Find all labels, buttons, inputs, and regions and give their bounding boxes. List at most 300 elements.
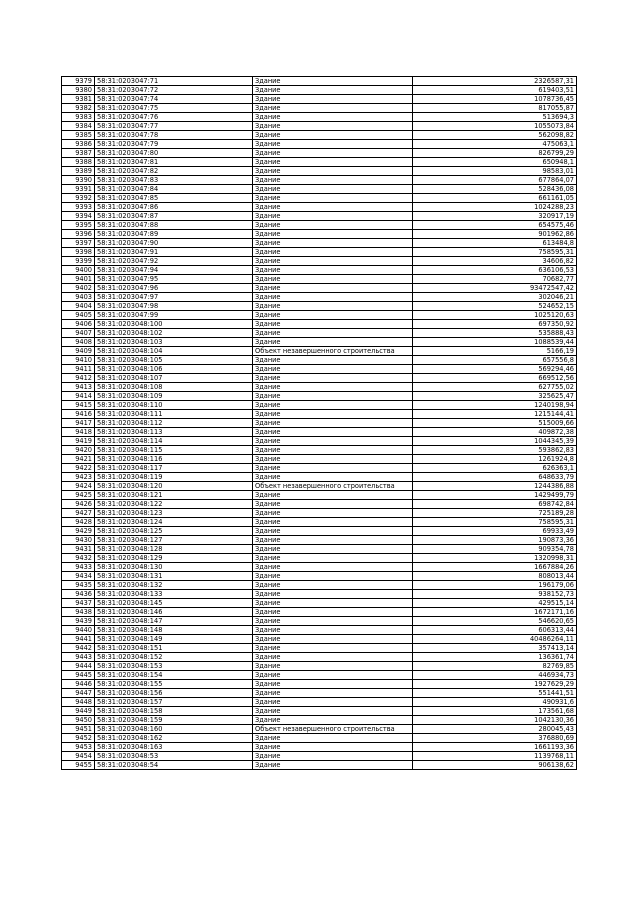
object-type-cell: Здание bbox=[253, 293, 413, 302]
cadastral-number-cell: 58:31:0203047:87 bbox=[95, 212, 253, 221]
cadastral-value-cell: 758595,31 bbox=[413, 518, 577, 527]
table-row bbox=[62, 284, 577, 293]
table-row bbox=[62, 122, 577, 131]
table-row bbox=[62, 716, 577, 725]
table-row bbox=[62, 392, 577, 401]
table-row bbox=[62, 509, 577, 518]
cadastral-number-cell: 58:31:0203047:80 bbox=[95, 149, 253, 158]
row-number-cell: 9419 bbox=[62, 437, 95, 446]
row-number-cell: 9386 bbox=[62, 140, 95, 149]
table-row bbox=[62, 689, 577, 698]
cadastral-value-cell: 5166,19 bbox=[413, 347, 577, 356]
cadastral-number-cell: 58:31:0203047:78 bbox=[95, 131, 253, 140]
object-type-cell: Здание bbox=[253, 131, 413, 140]
cadastral-value-cell: 82769,85 bbox=[413, 662, 577, 671]
table-row bbox=[62, 419, 577, 428]
cadastral-value-cell: 190873,36 bbox=[413, 536, 577, 545]
cadastral-value-cell: 69933,49 bbox=[413, 527, 577, 536]
table-row bbox=[62, 221, 577, 230]
object-type-cell: Здание bbox=[253, 716, 413, 725]
cadastral-value-cell: 93472547,42 bbox=[413, 284, 577, 293]
table-row bbox=[62, 599, 577, 608]
object-type-cell: Здание bbox=[253, 401, 413, 410]
row-number-cell: 9387 bbox=[62, 149, 95, 158]
row-number-cell: 9410 bbox=[62, 356, 95, 365]
cadastral-number-cell: 58:31:0203047:74 bbox=[95, 95, 253, 104]
cadastral-value-cell: 70682,77 bbox=[413, 275, 577, 284]
table-row bbox=[62, 176, 577, 185]
cadastral-value-cell: 357413,14 bbox=[413, 644, 577, 653]
cadastral-value-cell: 1042130,36 bbox=[413, 716, 577, 725]
cadastral-number-cell: 58:31:0203048:148 bbox=[95, 626, 253, 635]
object-type-cell: Здание bbox=[253, 446, 413, 455]
cadastral-value-cell: 650948,1 bbox=[413, 158, 577, 167]
row-number-cell: 9392 bbox=[62, 194, 95, 203]
cadastral-value-cell: 606313,44 bbox=[413, 626, 577, 635]
table-row bbox=[62, 167, 577, 176]
table-row bbox=[62, 77, 577, 86]
row-number-cell: 9439 bbox=[62, 617, 95, 626]
cadastral-number-cell: 58:31:0203048:130 bbox=[95, 563, 253, 572]
cadastral-number-cell: 58:31:0203048:53 bbox=[95, 752, 253, 761]
table-row bbox=[62, 428, 577, 437]
row-number-cell: 9446 bbox=[62, 680, 95, 689]
row-number-cell: 9444 bbox=[62, 662, 95, 671]
cadastral-value-cell: 817055,87 bbox=[413, 104, 577, 113]
row-number-cell: 9450 bbox=[62, 716, 95, 725]
object-type-cell: Здание bbox=[253, 158, 413, 167]
object-type-cell: Здание bbox=[253, 374, 413, 383]
cadastral-value-cell: 524652,15 bbox=[413, 302, 577, 311]
cadastral-value-cell: 1139768,11 bbox=[413, 752, 577, 761]
object-type-cell: Здание bbox=[253, 662, 413, 671]
row-number-cell: 9430 bbox=[62, 536, 95, 545]
row-number-cell: 9451 bbox=[62, 725, 95, 734]
cadastral-value-cell: 725189,28 bbox=[413, 509, 577, 518]
table-row bbox=[62, 653, 577, 662]
cadastral-value-cell: 446934,73 bbox=[413, 671, 577, 680]
table-row bbox=[62, 302, 577, 311]
cadastral-value-cell: 593862,83 bbox=[413, 446, 577, 455]
row-number-cell: 9424 bbox=[62, 482, 95, 491]
table-row bbox=[62, 725, 577, 734]
object-type-cell: Объект незавершенного строительства bbox=[253, 347, 413, 356]
cadastral-number-cell: 58:31:0203047:82 bbox=[95, 167, 253, 176]
cadastral-value-cell: 636106,53 bbox=[413, 266, 577, 275]
object-type-cell: Здание bbox=[253, 185, 413, 194]
object-type-cell: Здание bbox=[253, 338, 413, 347]
object-type-cell: Здание bbox=[253, 608, 413, 617]
row-number-cell: 9432 bbox=[62, 554, 95, 563]
cadastral-number-cell: 58:31:0203047:88 bbox=[95, 221, 253, 230]
cadastral-value-cell: 657556,8 bbox=[413, 356, 577, 365]
cadastral-number-cell: 58:31:0203047:97 bbox=[95, 293, 253, 302]
row-number-cell: 9395 bbox=[62, 221, 95, 230]
cadastral-number-cell: 58:31:0203048:154 bbox=[95, 671, 253, 680]
cadastral-value-cell: 938152,73 bbox=[413, 590, 577, 599]
table-row bbox=[62, 545, 577, 554]
object-type-cell: Здание bbox=[253, 284, 413, 293]
object-type-cell: Здание bbox=[253, 536, 413, 545]
cadastral-value-cell: 1088539,44 bbox=[413, 338, 577, 347]
object-type-cell: Здание bbox=[253, 554, 413, 563]
table-row bbox=[62, 212, 577, 221]
row-number-cell: 9454 bbox=[62, 752, 95, 761]
table-row bbox=[62, 275, 577, 284]
cadastral-value-cell: 1215144,41 bbox=[413, 410, 577, 419]
table-row bbox=[62, 761, 577, 770]
cadastral-value-cell: 626363,1 bbox=[413, 464, 577, 473]
row-number-cell: 9384 bbox=[62, 122, 95, 131]
cadastral-number-cell: 58:31:0203047:96 bbox=[95, 284, 253, 293]
object-type-cell: Здание bbox=[253, 104, 413, 113]
row-number-cell: 9400 bbox=[62, 266, 95, 275]
cadastral-number-cell: 58:31:0203048:156 bbox=[95, 689, 253, 698]
object-type-cell: Здание bbox=[253, 527, 413, 536]
object-type-cell: Здание bbox=[253, 464, 413, 473]
row-number-cell: 9440 bbox=[62, 626, 95, 635]
row-number-cell: 9416 bbox=[62, 410, 95, 419]
cadastral-number-cell: 58:31:0203047:84 bbox=[95, 185, 253, 194]
cadastral-value-cell: 1244386,88 bbox=[413, 482, 577, 491]
cadastral-number-cell: 58:31:0203048:115 bbox=[95, 446, 253, 455]
row-number-cell: 9396 bbox=[62, 230, 95, 239]
row-number-cell: 9391 bbox=[62, 185, 95, 194]
cadastral-value-cell: 1927629,29 bbox=[413, 680, 577, 689]
table-row bbox=[62, 590, 577, 599]
table-row bbox=[62, 680, 577, 689]
row-number-cell: 9428 bbox=[62, 518, 95, 527]
row-number-cell: 9401 bbox=[62, 275, 95, 284]
cadastral-value-cell: 627755,02 bbox=[413, 383, 577, 392]
object-type-cell: Здание bbox=[253, 167, 413, 176]
cadastral-value-cell: 1044345,39 bbox=[413, 437, 577, 446]
cadastral-number-cell: 58:31:0203048:147 bbox=[95, 617, 253, 626]
row-number-cell: 9441 bbox=[62, 635, 95, 644]
cadastral-value-cell: 490931,6 bbox=[413, 698, 577, 707]
cadastral-value-cell: 535888,43 bbox=[413, 329, 577, 338]
table-row bbox=[62, 617, 577, 626]
table-row bbox=[62, 257, 577, 266]
cadastral-value-cell: 909354,78 bbox=[413, 545, 577, 554]
cadastral-number-cell: 58:31:0203047:99 bbox=[95, 311, 253, 320]
row-number-cell: 9420 bbox=[62, 446, 95, 455]
cadastral-value-cell: 551441,51 bbox=[413, 689, 577, 698]
table-row bbox=[62, 752, 577, 761]
cadastral-value-cell: 513694,3 bbox=[413, 113, 577, 122]
cadastral-value-cell: 1320998,31 bbox=[413, 554, 577, 563]
cadastral-number-cell: 58:31:0203048:158 bbox=[95, 707, 253, 716]
cadastral-value-cell: 1661193,36 bbox=[413, 743, 577, 752]
row-number-cell: 9431 bbox=[62, 545, 95, 554]
cadastral-number-cell: 58:31:0203047:90 bbox=[95, 239, 253, 248]
row-number-cell: 9413 bbox=[62, 383, 95, 392]
table-row bbox=[62, 608, 577, 617]
row-number-cell: 9397 bbox=[62, 239, 95, 248]
object-type-cell: Здание bbox=[253, 698, 413, 707]
object-type-cell: Здание bbox=[253, 320, 413, 329]
cadastral-value-cell: 34606,82 bbox=[413, 257, 577, 266]
row-number-cell: 9433 bbox=[62, 563, 95, 572]
cadastral-number-cell: 58:31:0203048:155 bbox=[95, 680, 253, 689]
table-row bbox=[62, 356, 577, 365]
cadastral-value-cell: 1429499,79 bbox=[413, 491, 577, 500]
table-row bbox=[62, 401, 577, 410]
row-number-cell: 9404 bbox=[62, 302, 95, 311]
cadastral-number-cell: 58:31:0203048:119 bbox=[95, 473, 253, 482]
object-type-cell: Здание bbox=[253, 518, 413, 527]
object-type-cell: Здание bbox=[253, 302, 413, 311]
cadastral-number-cell: 58:31:0203047:98 bbox=[95, 302, 253, 311]
cadastral-value-cell: 325625,47 bbox=[413, 392, 577, 401]
table-row bbox=[62, 347, 577, 356]
cadastral-value-cell: 409872,38 bbox=[413, 428, 577, 437]
cadastral-number-cell: 58:31:0203047:92 bbox=[95, 257, 253, 266]
table-row bbox=[62, 149, 577, 158]
table-row bbox=[62, 734, 577, 743]
row-number-cell: 9448 bbox=[62, 698, 95, 707]
object-type-cell: Здание bbox=[253, 455, 413, 464]
cadastral-value-cell: 758595,31 bbox=[413, 248, 577, 257]
table-row bbox=[62, 329, 577, 338]
table-row bbox=[62, 266, 577, 275]
row-number-cell: 9453 bbox=[62, 743, 95, 752]
object-type-cell: Здание bbox=[253, 239, 413, 248]
cadastral-number-cell: 58:31:0203048:146 bbox=[95, 608, 253, 617]
table-row bbox=[62, 581, 577, 590]
row-number-cell: 9388 bbox=[62, 158, 95, 167]
object-type-cell: Здание bbox=[253, 635, 413, 644]
row-number-cell: 9385 bbox=[62, 131, 95, 140]
object-type-cell: Здание bbox=[253, 734, 413, 743]
cadastral-number-cell: 58:31:0203048:128 bbox=[95, 545, 253, 554]
table-row bbox=[62, 455, 577, 464]
table-row bbox=[62, 95, 577, 104]
object-type-cell: Здание bbox=[253, 257, 413, 266]
table-row bbox=[62, 374, 577, 383]
cadastral-value-cell: 173561,68 bbox=[413, 707, 577, 716]
table-row bbox=[62, 113, 577, 122]
row-number-cell: 9407 bbox=[62, 329, 95, 338]
row-number-cell: 9437 bbox=[62, 599, 95, 608]
table-row bbox=[62, 446, 577, 455]
cadastral-number-cell: 58:31:0203048:100 bbox=[95, 320, 253, 329]
cadastral-value-cell: 546620,65 bbox=[413, 617, 577, 626]
object-type-cell: Здание bbox=[253, 77, 413, 86]
cadastral-number-cell: 58:31:0203047:86 bbox=[95, 203, 253, 212]
cadastral-number-cell: 58:31:0203047:89 bbox=[95, 230, 253, 239]
row-number-cell: 9452 bbox=[62, 734, 95, 743]
object-type-cell: Здание bbox=[253, 626, 413, 635]
cadastral-number-cell: 58:31:0203048:157 bbox=[95, 698, 253, 707]
table-row bbox=[62, 743, 577, 752]
table-row bbox=[62, 464, 577, 473]
row-number-cell: 9445 bbox=[62, 671, 95, 680]
object-type-cell: Здание bbox=[253, 392, 413, 401]
table-row bbox=[62, 383, 577, 392]
cadastral-number-cell: 58:31:0203048:123 bbox=[95, 509, 253, 518]
row-number-cell: 9399 bbox=[62, 257, 95, 266]
cadastral-value-cell: 2326587,31 bbox=[413, 77, 577, 86]
row-number-cell: 9394 bbox=[62, 212, 95, 221]
cadastral-value-cell: 320917,19 bbox=[413, 212, 577, 221]
table-row bbox=[62, 194, 577, 203]
object-type-cell: Здание bbox=[253, 428, 413, 437]
object-type-cell: Здание bbox=[253, 644, 413, 653]
cadastral-value-cell: 1667884,26 bbox=[413, 563, 577, 572]
row-number-cell: 9415 bbox=[62, 401, 95, 410]
row-number-cell: 9449 bbox=[62, 707, 95, 716]
table-row bbox=[62, 644, 577, 653]
cadastral-number-cell: 58:31:0203048:162 bbox=[95, 734, 253, 743]
cadastral-value-cell: 1055073,84 bbox=[413, 122, 577, 131]
object-type-cell: Здание bbox=[253, 752, 413, 761]
object-type-cell: Здание bbox=[253, 95, 413, 104]
table-row bbox=[62, 320, 577, 329]
cadastral-value-cell: 1672171,16 bbox=[413, 608, 577, 617]
table-row bbox=[62, 563, 577, 572]
cadastral-number-cell: 58:31:0203048:54 bbox=[95, 761, 253, 770]
cadastral-number-cell: 58:31:0203048:107 bbox=[95, 374, 253, 383]
table-row bbox=[62, 536, 577, 545]
table-row bbox=[62, 239, 577, 248]
row-number-cell: 9412 bbox=[62, 374, 95, 383]
table-row bbox=[62, 158, 577, 167]
row-number-cell: 9423 bbox=[62, 473, 95, 482]
row-number-cell: 9405 bbox=[62, 311, 95, 320]
object-type-cell: Здание bbox=[253, 248, 413, 257]
row-number-cell: 9402 bbox=[62, 284, 95, 293]
cadastral-number-cell: 58:31:0203047:71 bbox=[95, 77, 253, 86]
cadastral-number-cell: 58:31:0203047:72 bbox=[95, 86, 253, 95]
cadastral-value-cell: 619403,51 bbox=[413, 86, 577, 95]
object-type-cell: Здание bbox=[253, 572, 413, 581]
object-type-cell: Объект незавершенного строительства bbox=[253, 482, 413, 491]
object-type-cell: Здание bbox=[253, 599, 413, 608]
object-type-cell: Здание bbox=[253, 617, 413, 626]
cadastral-number-cell: 58:31:0203048:108 bbox=[95, 383, 253, 392]
row-number-cell: 9418 bbox=[62, 428, 95, 437]
object-type-cell: Здание bbox=[253, 419, 413, 428]
object-type-cell: Здание bbox=[253, 329, 413, 338]
cadastral-value-cell: 669512,56 bbox=[413, 374, 577, 383]
cadastral-number-cell: 58:31:0203047:91 bbox=[95, 248, 253, 257]
cadastral-number-cell: 58:31:0203048:104 bbox=[95, 347, 253, 356]
table-row bbox=[62, 86, 577, 95]
object-type-cell: Здание bbox=[253, 275, 413, 284]
cadastral-number-cell: 58:31:0203047:81 bbox=[95, 158, 253, 167]
table-row bbox=[62, 626, 577, 635]
table-row bbox=[62, 662, 577, 671]
cadastral-value-cell: 1025120,63 bbox=[413, 311, 577, 320]
table-row bbox=[62, 437, 577, 446]
cadastral-value-cell: 648633,79 bbox=[413, 473, 577, 482]
cadastral-number-cell: 58:31:0203048:106 bbox=[95, 365, 253, 374]
cadastral-value-cell: 1240198,94 bbox=[413, 401, 577, 410]
object-type-cell: Здание bbox=[253, 707, 413, 716]
row-number-cell: 9390 bbox=[62, 176, 95, 185]
row-number-cell: 9379 bbox=[62, 77, 95, 86]
object-type-cell: Здание bbox=[253, 437, 413, 446]
object-type-cell: Здание bbox=[253, 410, 413, 419]
cadastral-number-cell: 58:31:0203048:113 bbox=[95, 428, 253, 437]
cadastral-number-cell: 58:31:0203048:111 bbox=[95, 410, 253, 419]
row-number-cell: 9393 bbox=[62, 203, 95, 212]
table-row bbox=[62, 203, 577, 212]
row-number-cell: 9408 bbox=[62, 338, 95, 347]
row-number-cell: 9436 bbox=[62, 590, 95, 599]
cadastral-value-cell: 1261924,8 bbox=[413, 455, 577, 464]
object-type-cell: Здание bbox=[253, 140, 413, 149]
table-row bbox=[62, 698, 577, 707]
cadastral-number-cell: 58:31:0203048:112 bbox=[95, 419, 253, 428]
cadastral-value-cell: 808013,44 bbox=[413, 572, 577, 581]
object-type-cell: Здание bbox=[253, 230, 413, 239]
object-type-cell: Здание bbox=[253, 590, 413, 599]
cadastral-number-cell: 58:31:0203048:125 bbox=[95, 527, 253, 536]
object-type-cell: Здание bbox=[253, 509, 413, 518]
row-number-cell: 9398 bbox=[62, 248, 95, 257]
table-row bbox=[62, 554, 577, 563]
cadastral-value-cell: 475063,1 bbox=[413, 140, 577, 149]
row-number-cell: 9426 bbox=[62, 500, 95, 509]
cadastral-value-table bbox=[61, 76, 577, 770]
cadastral-number-cell: 58:31:0203048:121 bbox=[95, 491, 253, 500]
row-number-cell: 9425 bbox=[62, 491, 95, 500]
row-number-cell: 9455 bbox=[62, 761, 95, 770]
row-number-cell: 9434 bbox=[62, 572, 95, 581]
cadastral-value-cell: 901962,86 bbox=[413, 230, 577, 239]
row-number-cell: 9403 bbox=[62, 293, 95, 302]
row-number-cell: 9414 bbox=[62, 392, 95, 401]
object-type-cell: Здание bbox=[253, 383, 413, 392]
table-row bbox=[62, 527, 577, 536]
cadastral-value-cell: 196179,06 bbox=[413, 581, 577, 590]
table-row bbox=[62, 635, 577, 644]
row-number-cell: 9427 bbox=[62, 509, 95, 518]
cadastral-number-cell: 58:31:0203048:109 bbox=[95, 392, 253, 401]
row-number-cell: 9389 bbox=[62, 167, 95, 176]
row-number-cell: 9417 bbox=[62, 419, 95, 428]
object-type-cell: Здание bbox=[253, 563, 413, 572]
table-row bbox=[62, 104, 577, 113]
cadastral-number-cell: 58:31:0203048:103 bbox=[95, 338, 253, 347]
object-type-cell: Здание bbox=[253, 491, 413, 500]
object-type-cell: Здание bbox=[253, 473, 413, 482]
cadastral-number-cell: 58:31:0203048:153 bbox=[95, 662, 253, 671]
cadastral-value-cell: 569294,46 bbox=[413, 365, 577, 374]
cadastral-value-cell: 697350,92 bbox=[413, 320, 577, 329]
table-row bbox=[62, 572, 577, 581]
row-number-cell: 9447 bbox=[62, 689, 95, 698]
object-type-cell: Здание bbox=[253, 671, 413, 680]
cadastral-number-cell: 58:31:0203048:151 bbox=[95, 644, 253, 653]
cadastral-number-cell: 58:31:0203048:131 bbox=[95, 572, 253, 581]
object-type-cell: Здание bbox=[253, 194, 413, 203]
cadastral-value-cell: 698742,84 bbox=[413, 500, 577, 509]
cadastral-value-cell: 515009,66 bbox=[413, 419, 577, 428]
cadastral-value-cell: 302046,21 bbox=[413, 293, 577, 302]
row-number-cell: 9435 bbox=[62, 581, 95, 590]
cadastral-value-cell: 376880,69 bbox=[413, 734, 577, 743]
table-row bbox=[62, 230, 577, 239]
row-number-cell: 9442 bbox=[62, 644, 95, 653]
cadastral-number-cell: 58:31:0203048:120 bbox=[95, 482, 253, 491]
cadastral-value-cell: 98583,01 bbox=[413, 167, 577, 176]
object-type-cell: Здание bbox=[253, 653, 413, 662]
cadastral-number-cell: 58:31:0203048:114 bbox=[95, 437, 253, 446]
table-row bbox=[62, 473, 577, 482]
